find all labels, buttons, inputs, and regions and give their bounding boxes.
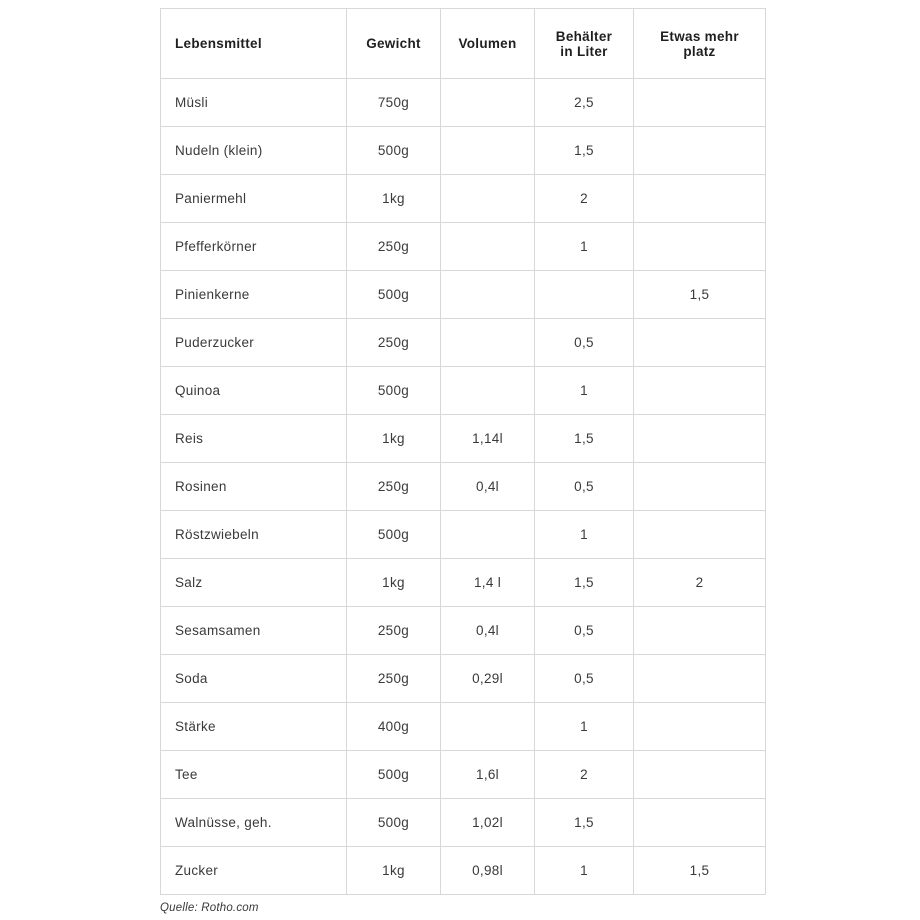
cell-gewicht: 1kg: [347, 415, 441, 463]
cell-behaelter: 1,5: [535, 415, 634, 463]
table-row: [161, 127, 766, 175]
cell-etwas-mehr-platz: [634, 799, 766, 847]
cell-lebensmittel: Puderzucker: [161, 319, 347, 367]
source-note: Quelle: Rotho.com: [160, 902, 259, 914]
cell-volumen: 0,29l: [441, 655, 535, 703]
cell-behaelter: 0,5: [535, 319, 634, 367]
cell-lebensmittel: Nudeln (klein): [161, 127, 347, 175]
table-row: [161, 847, 766, 895]
cell-lebensmittel: Zucker: [161, 847, 347, 895]
cell-behaelter: 2: [535, 175, 634, 223]
cell-etwas-mehr-platz: [634, 463, 766, 511]
cell-volumen: [441, 127, 535, 175]
column-header-gewicht: Gewicht: [347, 9, 441, 79]
cell-behaelter: [535, 271, 634, 319]
cell-etwas-mehr-platz: [634, 751, 766, 799]
table-header-row: [161, 9, 766, 79]
cell-volumen: 0,4l: [441, 607, 535, 655]
cell-lebensmittel: Müsli: [161, 79, 347, 127]
table-row: [161, 703, 766, 751]
cell-lebensmittel: Paniermehl: [161, 175, 347, 223]
food-storage-table-container: [160, 8, 765, 895]
cell-behaelter: 0,5: [535, 655, 634, 703]
cell-etwas-mehr-platz: 2: [634, 559, 766, 607]
cell-lebensmittel: Salz: [161, 559, 347, 607]
cell-behaelter: 0,5: [535, 463, 634, 511]
column-header-etwas-mehr-platz: [634, 9, 766, 79]
cell-etwas-mehr-platz: [634, 223, 766, 271]
cell-behaelter: 2,5: [535, 79, 634, 127]
column-header-extra-line2: platz: [683, 43, 716, 59]
cell-volumen: 1,14l: [441, 415, 535, 463]
cell-lebensmittel: Walnüsse, geh.: [161, 799, 347, 847]
column-header-behaelter: [535, 9, 634, 79]
cell-volumen: 1,6l: [441, 751, 535, 799]
cell-etwas-mehr-platz: 1,5: [634, 847, 766, 895]
cell-gewicht: 400g: [347, 703, 441, 751]
cell-volumen: 1,02l: [441, 799, 535, 847]
column-header-volumen: Volumen: [441, 9, 535, 79]
cell-lebensmittel: Soda: [161, 655, 347, 703]
cell-gewicht: 1kg: [347, 559, 441, 607]
cell-gewicht: 500g: [347, 271, 441, 319]
table-row: [161, 607, 766, 655]
cell-behaelter: 1: [535, 367, 634, 415]
cell-volumen: [441, 271, 535, 319]
cell-volumen: [441, 175, 535, 223]
table-row: [161, 175, 766, 223]
column-header-extra-line1: Etwas mehr: [660, 28, 739, 44]
cell-volumen: [441, 319, 535, 367]
cell-volumen: 0,98l: [441, 847, 535, 895]
cell-behaelter: 1: [535, 223, 634, 271]
table-body: [161, 79, 766, 895]
cell-volumen: [441, 79, 535, 127]
cell-etwas-mehr-platz: 1,5: [634, 271, 766, 319]
cell-behaelter: 1,5: [535, 127, 634, 175]
cell-gewicht: 250g: [347, 463, 441, 511]
table-row: [161, 463, 766, 511]
cell-behaelter: 2: [535, 751, 634, 799]
cell-lebensmittel: Sesamsamen: [161, 607, 347, 655]
cell-lebensmittel: Rosinen: [161, 463, 347, 511]
table-header: [161, 9, 766, 79]
cell-behaelter: 1: [535, 703, 634, 751]
cell-gewicht: 750g: [347, 79, 441, 127]
cell-etwas-mehr-platz: [634, 511, 766, 559]
cell-etwas-mehr-platz: [634, 79, 766, 127]
cell-lebensmittel: Tee: [161, 751, 347, 799]
cell-gewicht: 500g: [347, 511, 441, 559]
cell-etwas-mehr-platz: [634, 703, 766, 751]
cell-gewicht: 500g: [347, 751, 441, 799]
table-row: [161, 799, 766, 847]
table-row: [161, 511, 766, 559]
cell-gewicht: 250g: [347, 655, 441, 703]
cell-etwas-mehr-platz: [634, 319, 766, 367]
cell-etwas-mehr-platz: [634, 367, 766, 415]
table-row: [161, 415, 766, 463]
cell-lebensmittel: Röstzwiebeln: [161, 511, 347, 559]
cell-lebensmittel: Reis: [161, 415, 347, 463]
cell-volumen: 0,4l: [441, 463, 535, 511]
cell-volumen: 1,4 l: [441, 559, 535, 607]
cell-etwas-mehr-platz: [634, 127, 766, 175]
cell-volumen: [441, 223, 535, 271]
cell-gewicht: 500g: [347, 367, 441, 415]
cell-behaelter: 1: [535, 511, 634, 559]
cell-behaelter: 1: [535, 847, 634, 895]
cell-lebensmittel: Stärke: [161, 703, 347, 751]
cell-lebensmittel: Pfefferkörner: [161, 223, 347, 271]
cell-behaelter: 0,5: [535, 607, 634, 655]
cell-etwas-mehr-platz: [634, 415, 766, 463]
column-header-behaelter-line2: in Liter: [560, 43, 608, 59]
table-row: [161, 559, 766, 607]
table-row: [161, 271, 766, 319]
table-row: [161, 751, 766, 799]
cell-gewicht: 500g: [347, 127, 441, 175]
table-row: [161, 367, 766, 415]
cell-etwas-mehr-platz: [634, 607, 766, 655]
cell-gewicht: 500g: [347, 799, 441, 847]
food-storage-table: [160, 8, 766, 895]
cell-lebensmittel: Pinienkerne: [161, 271, 347, 319]
column-header-behaelter-line1: Behälter: [555, 28, 613, 44]
cell-etwas-mehr-platz: [634, 655, 766, 703]
cell-volumen: [441, 511, 535, 559]
cell-gewicht: 250g: [347, 223, 441, 271]
table-row: [161, 655, 766, 703]
cell-behaelter: 1,5: [535, 799, 634, 847]
table-row: [161, 319, 766, 367]
table-row: [161, 223, 766, 271]
cell-etwas-mehr-platz: [634, 175, 766, 223]
table-row: [161, 79, 766, 127]
cell-lebensmittel: Quinoa: [161, 367, 347, 415]
cell-gewicht: 250g: [347, 607, 441, 655]
column-header-lebensmittel: Lebensmittel: [161, 9, 347, 79]
cell-gewicht: 1kg: [347, 847, 441, 895]
cell-volumen: [441, 703, 535, 751]
cell-gewicht: 250g: [347, 319, 441, 367]
cell-gewicht: 1kg: [347, 175, 441, 223]
cell-behaelter: 1,5: [535, 559, 634, 607]
cell-volumen: [441, 367, 535, 415]
